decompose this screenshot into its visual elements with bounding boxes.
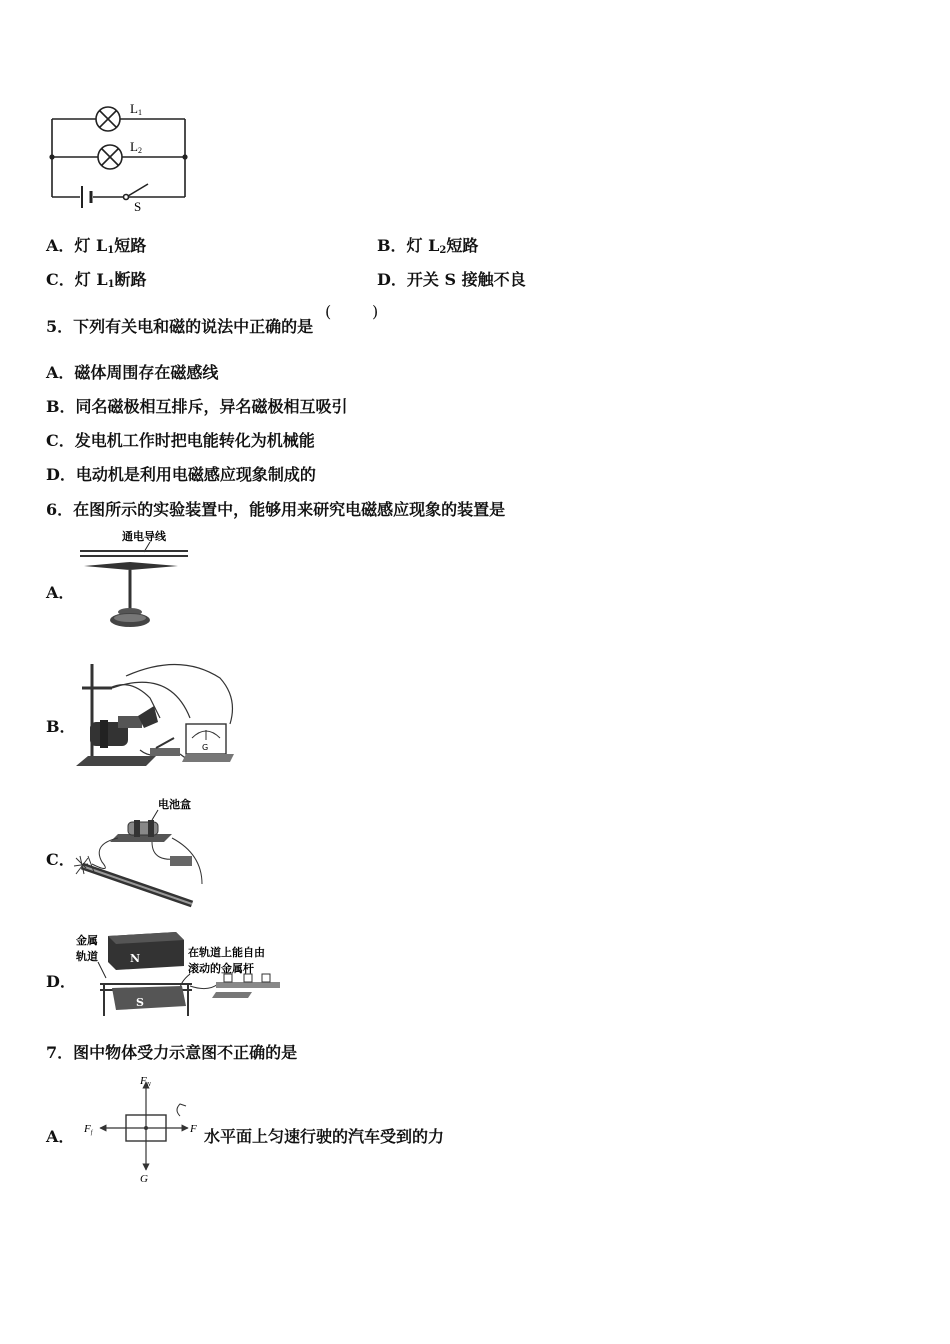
q6-option-d-key[interactable]: D． [46, 972, 76, 991]
label-traction-force: F [190, 1123, 197, 1135]
induction-apparatus-figure [70, 658, 242, 774]
label-l2: L [130, 139, 138, 154]
label-south-pole: S [136, 996, 144, 1009]
q4-option-d[interactable]: D．开关 S 接触不良 [377, 270, 526, 289]
label-energized-wire: 通电导线 [122, 530, 166, 543]
q4-option-c[interactable]: C．灯 $L_1$断路 [46, 270, 147, 290]
q5-stem: 5．下列有关电和磁的说法中正确的是 [46, 317, 314, 336]
label-battery-box: 电池盒 [158, 798, 191, 811]
svg-text:Ff: Ff [84, 1123, 93, 1136]
galvanometer-label: G [202, 743, 209, 752]
q7-option-a-key[interactable]: A． [46, 1127, 75, 1146]
oersted-experiment-figure [72, 528, 192, 632]
q6-option-c-key[interactable]: C． [46, 850, 75, 869]
car-force-diagram [82, 1070, 204, 1186]
label-rail: 轨道 [76, 950, 98, 963]
label-north-pole: N [130, 952, 141, 965]
label-l1: L [130, 101, 138, 116]
q7-stem: 7．图中物体受力示意图不正确的是 [46, 1043, 298, 1062]
svg-text:L2: L2 [130, 139, 142, 155]
circuit-diagram [40, 96, 200, 216]
q5-bracket-close: ) [372, 302, 379, 321]
svg-text:L1: L1 [130, 101, 142, 117]
label-metal: 金属 [76, 934, 98, 947]
label-friction-force: F [84, 1123, 91, 1135]
label-rolling-rod-line1: 在轨道上能自由 [188, 946, 265, 959]
q4-option-b[interactable]: B．灯 $L_2$短路 [377, 236, 479, 256]
q7-option-a-caption: 水平面上匀速行驶的汽车受到的力 [204, 1127, 445, 1146]
q6-option-b-key[interactable]: B． [46, 717, 76, 736]
label-switch: S [134, 199, 142, 214]
label-gravity: G [140, 1173, 148, 1185]
q6-stem: 6．在图所示的实验装置中，能够用来研究电磁感应现象的装置是 [46, 500, 506, 519]
label-rolling-rod-line2: 滚动的金属杆 [188, 962, 254, 975]
q6-option-a-key[interactable]: A． [46, 583, 75, 602]
svg-text:FN: FN [140, 1075, 151, 1088]
q5-option-a[interactable]: A．磁体周围存在磁感线 [46, 363, 219, 382]
q5-option-c[interactable]: C．发电机工作时把电能转化为机械能 [46, 431, 315, 450]
q5-bracket-open: ( [325, 302, 332, 321]
q4-option-a[interactable]: A．灯 $L_1$短路 [46, 236, 147, 256]
solenoid-figure [72, 794, 212, 912]
compass-needle-icon [84, 562, 178, 570]
label-normal-force: F [140, 1075, 147, 1087]
motion-direction-icon [177, 1104, 186, 1116]
q5-option-b[interactable]: B．同名磁极相互排斥，异名磁极相互吸引 [46, 397, 348, 416]
q5-option-d[interactable]: D．电动机是利用电磁感应现象制成的 [46, 465, 316, 484]
magnet-rails-figure [72, 926, 288, 1022]
